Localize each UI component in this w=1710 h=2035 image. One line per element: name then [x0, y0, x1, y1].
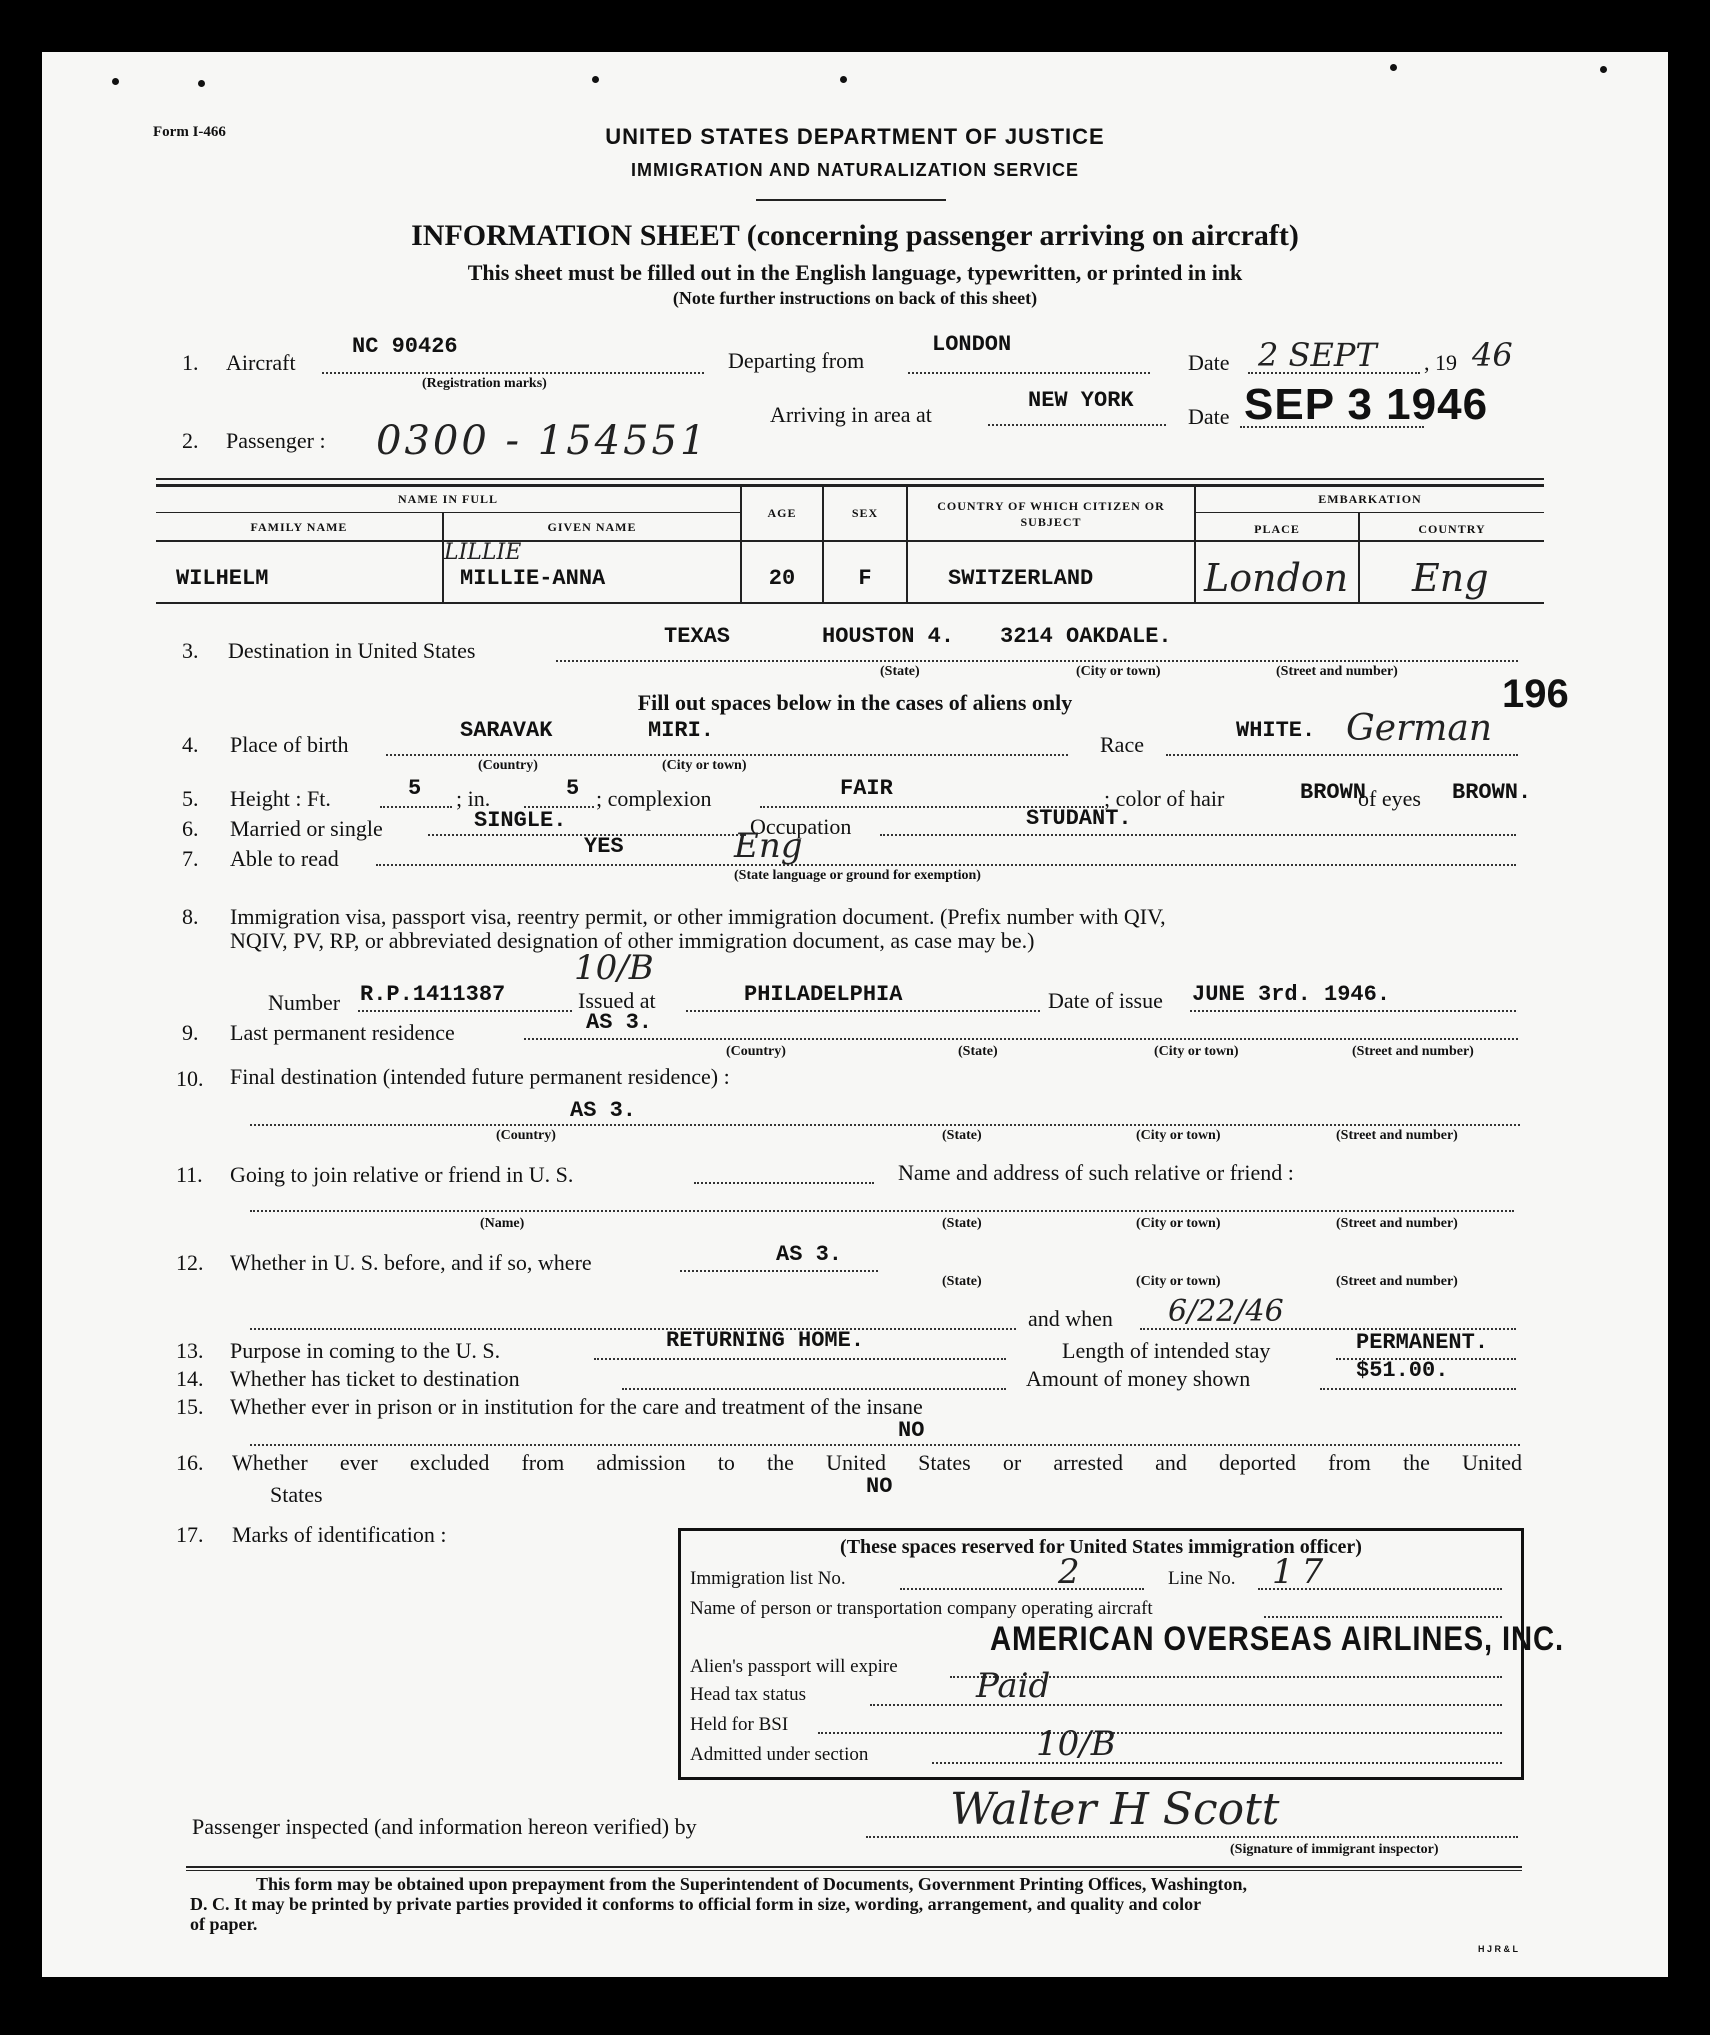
item-number: 12. — [176, 1250, 204, 1275]
footer-line-2: D. C. It may be printed by private parties provided it conforms to official form in size, wording, arrangement, and quality and color — [190, 1894, 1202, 1914]
sheet-subtitle: This sheet must be filled out in the English language, typewritten, or printed in ink — [467, 260, 1243, 285]
item-number: 13. — [176, 1338, 204, 1363]
excluded-label: Whether ever excluded from admission to the United States or arrested and deported from the United — [232, 1450, 1522, 1475]
state-caption: (State) — [880, 664, 920, 679]
arrival-date-label: Date — [1188, 404, 1230, 429]
ticket-line — [622, 1388, 1006, 1390]
item-number: 7. — [182, 846, 199, 871]
destination-city: HOUSTON 4. — [822, 624, 955, 649]
read-label: Able to read — [230, 846, 339, 871]
read-handwritten: Eng — [734, 826, 803, 866]
previous-visit-label: Whether in U. S. before, and if so, where — [230, 1250, 592, 1275]
table-rule — [156, 540, 1544, 542]
aliens-note: Fill out spaces below in the cases of aliens only — [637, 690, 1073, 715]
street-caption: (Street and number) — [1276, 664, 1398, 679]
race-line — [1166, 754, 1518, 756]
name-caption: (Name) — [480, 1216, 525, 1231]
height-label: Height : Ft. — [230, 786, 331, 811]
street-caption: (Street and number) — [1336, 1128, 1458, 1143]
inspection-label: Passenger inspected (and information hereon verified) by — [192, 1814, 697, 1839]
state-caption: (State) — [958, 1044, 998, 1059]
footer-line-1: This form may be obtained upon prepayment from the Superintendent of Documents, Government Printing Offices, Washington, — [256, 1874, 1248, 1894]
document-number-label: Number — [268, 990, 341, 1015]
city-caption: (City or town) — [1136, 1128, 1221, 1143]
table-rule — [1196, 512, 1544, 513]
identification-marks-label: Marks of identification : — [232, 1522, 447, 1547]
money-line — [1320, 1388, 1516, 1390]
date-label: Date — [1188, 350, 1230, 375]
item-number: 15. — [176, 1394, 204, 1419]
height-ft-value: 5 — [408, 776, 422, 801]
year-value: 46 — [1472, 336, 1513, 374]
department-title: UNITED STATES DEPARTMENT OF JUSTICE — [605, 124, 1105, 149]
aircraft-value: NC 90426 — [352, 334, 458, 359]
residence-line — [524, 1038, 1518, 1040]
officer-box-title: (These spaces reserved for United States immigration officer) — [840, 1536, 1362, 1558]
item-number: 1. — [182, 350, 199, 375]
when-label: and when — [1028, 1306, 1113, 1331]
item-number: 6. — [182, 816, 199, 841]
height-ft-line — [380, 806, 452, 808]
street-caption: (Street and number) — [1352, 1044, 1474, 1059]
line-number-label: Line No. — [1168, 1568, 1236, 1589]
previous-visit-line-2 — [250, 1328, 1016, 1330]
footer-line-3: of paper. — [190, 1914, 258, 1934]
document-handwritten: 10/B — [574, 948, 654, 988]
country-header: COUNTRY OF WHICH CITIZEN OR SUBJECT — [937, 499, 1165, 529]
aircraft-label: Aircraft — [226, 350, 296, 375]
immigration-list-line — [900, 1588, 1144, 1590]
issued-at-line — [686, 1010, 1040, 1012]
destination-line — [556, 660, 1518, 662]
prison-line — [250, 1444, 1520, 1446]
footer-rule — [186, 1866, 1522, 1868]
place-header: PLACE — [1254, 522, 1300, 536]
held-bsi-line — [818, 1732, 1502, 1734]
sex-value: F — [858, 566, 872, 591]
head-tax-line — [870, 1704, 1502, 1706]
age-value: 20 — [768, 566, 796, 591]
speck — [1600, 66, 1607, 73]
issue-date-label: Date of issue — [1048, 988, 1163, 1013]
service-title: IMMIGRATION AND NATURALIZATION SERVICE — [631, 160, 1079, 180]
issue-date-line — [1190, 1010, 1516, 1012]
previous-visit-value: AS 3. — [776, 1242, 843, 1267]
state-caption: (State) — [942, 1128, 982, 1143]
name-in-full-header: NAME IN FULL — [397, 492, 498, 506]
passenger-label: Passenger : — [226, 428, 326, 453]
complexion-label: ; complexion — [596, 786, 712, 811]
document-number-line — [358, 1010, 572, 1012]
prison-label: Whether ever in prison or in institution for the care and treatment of the insane — [230, 1394, 923, 1419]
sheet-title: INFORMATION SHEET (concerning passenger arriving on aircraft) — [411, 219, 1299, 252]
join-relative-line — [694, 1182, 874, 1184]
language-caption: (State language or ground for exemption) — [734, 868, 981, 883]
city-caption: (City or town) — [662, 758, 747, 773]
admitted-section-line — [932, 1762, 1502, 1764]
item-number: 9. — [182, 1020, 199, 1045]
speck — [1390, 64, 1397, 71]
footer-rule — [186, 1870, 1522, 1871]
issue-date-value: JUNE 3rd. 1946. — [1192, 982, 1391, 1007]
embarkation-place-value: London — [1204, 556, 1349, 600]
inspector-signature: Walter H Scott — [950, 1784, 1280, 1835]
registration-caption: (Registration marks) — [422, 376, 547, 391]
purpose-value: RETURNING HOME. — [666, 1328, 865, 1353]
admitted-section-value: 10/B — [1036, 1724, 1116, 1764]
residence-label: Last permanent residence — [230, 1020, 455, 1045]
age-header: AGE — [767, 506, 797, 520]
complexion-value: FAIR — [840, 776, 893, 801]
country-caption: (Country) — [478, 758, 538, 773]
country-caption: (Country) — [726, 1044, 786, 1059]
state-caption: (State) — [942, 1216, 982, 1231]
when-value: 6/22/46 — [1168, 1294, 1284, 1329]
race-value: WHITE. — [1236, 718, 1316, 743]
arriving-label: Arriving in area at — [770, 402, 932, 427]
prison-value: NO — [898, 1418, 925, 1443]
previous-visit-line — [680, 1270, 878, 1272]
marital-label: Married or single — [230, 816, 383, 841]
signature-caption: (Signature of immigrant inspector) — [1230, 1842, 1439, 1857]
family-name-header: FAMILY NAME — [250, 520, 348, 534]
street-caption: (Street and number) — [1336, 1216, 1458, 1231]
company-label: Name of person or transportation company operating aircraft — [690, 1598, 1153, 1619]
passport-expire-label: Alien's passport will expire — [690, 1656, 898, 1677]
item-number: 2. — [182, 428, 199, 453]
relative-address-line — [250, 1210, 1514, 1212]
stay-label: Length of intended stay — [1062, 1338, 1271, 1363]
city-caption: (City or town) — [1076, 664, 1161, 679]
country-caption: (Country) — [496, 1128, 556, 1143]
arrival-date-stamp: SEP 3 1946 — [1244, 380, 1489, 429]
item-number: 17. — [176, 1522, 204, 1547]
hair-value: BROWN — [1300, 780, 1367, 805]
speck — [592, 76, 599, 83]
birthplace-line — [386, 754, 1068, 756]
destination-state: TEXAS — [664, 624, 731, 649]
item-number: 14. — [176, 1366, 204, 1391]
document-number-value: R.P.1411387 — [360, 982, 506, 1007]
occupation-line — [880, 834, 1516, 836]
final-destination-value: AS 3. — [570, 1098, 637, 1123]
immigration-list-label: Immigration list No. — [690, 1568, 846, 1589]
departure-date: 2 SEPT — [1258, 336, 1377, 374]
read-line — [376, 864, 1516, 866]
family-name-value: WILHELM — [176, 566, 269, 591]
line-number-value: 17 — [1272, 1552, 1332, 1592]
item-number: 10. — [176, 1066, 204, 1091]
issued-at-value: PHILADELPHIA — [744, 982, 903, 1007]
final-destination-line — [250, 1124, 1520, 1126]
sex-header: SEX — [851, 506, 879, 520]
marital-value: SINGLE. — [474, 808, 567, 833]
year-prefix: , 19 — [1424, 350, 1457, 375]
document-text-1: Immigration visa, passport visa, reentry permit, or other immigration document. (Prefix number with QIV, — [230, 904, 1166, 929]
issued-at-label: Issued at — [578, 988, 656, 1013]
city-caption: (City or town) — [1136, 1216, 1221, 1231]
race-label: Race — [1100, 732, 1144, 757]
embarkation-country-value: Eng — [1412, 556, 1489, 600]
table-rule — [156, 484, 1544, 487]
company-line — [1264, 1616, 1502, 1618]
document-text-2: NQIV, PV, RP, or abbreviated designation of other immigration document, as case may be.) — [230, 928, 1035, 953]
immigration-list-value: 2 — [1058, 1552, 1080, 1592]
money-label: Amount of money shown — [1026, 1366, 1251, 1391]
height-in-label: ; in. — [456, 786, 491, 811]
departing-label: Departing from — [728, 348, 865, 373]
departing-value: LONDON — [932, 332, 1012, 357]
street-caption: (Street and number) — [1336, 1274, 1458, 1289]
destination-label: Destination in United States — [228, 638, 476, 663]
page-number: 196 — [1502, 672, 1569, 716]
occupation-label: Occupation — [750, 814, 852, 839]
aircraft-line — [322, 372, 704, 374]
departing-line — [908, 372, 1150, 374]
arriving-value: NEW YORK — [1028, 388, 1134, 413]
head-tax-value: Paid — [976, 1666, 1051, 1706]
given-name-header: GIVEN NAME — [547, 520, 637, 534]
birthplace-label: Place of birth — [230, 732, 349, 757]
eyes-label: of eyes — [1358, 786, 1421, 811]
company-stamp: AMERICAN OVERSEAS AIRLINES, INC. — [990, 1620, 1564, 1658]
item-number: 3. — [182, 638, 199, 663]
race-handwritten: German — [1346, 708, 1493, 749]
excluded-value: NO — [866, 1474, 893, 1499]
residence-value: AS 3. — [586, 1010, 653, 1035]
stay-value: PERMANENT. — [1356, 1330, 1489, 1355]
arriving-line — [988, 424, 1166, 426]
city-caption: (City or town) — [1154, 1044, 1239, 1059]
birth-country: SARAVAK — [460, 718, 553, 743]
passenger-number: 0300 - 154551 — [376, 418, 709, 464]
excluded-label-2: States — [270, 1482, 323, 1507]
sheet-note: (Note further instructions on back of this sheet) — [672, 288, 1038, 308]
given-name-correction: LILLIE — [444, 540, 522, 565]
table-rule — [156, 478, 1544, 480]
destination-street: 3214 OAKDALE. — [1000, 624, 1172, 649]
speck — [198, 80, 205, 87]
printer-code: H J R & L — [1478, 1944, 1519, 1954]
eyes-value: BROWN. — [1452, 780, 1532, 805]
final-destination-label: Final destination (intended future permanent residence) : — [230, 1064, 730, 1089]
occupation-value: STUDANT. — [1026, 806, 1132, 831]
join-relative-label: Going to join relative or friend in U. S. — [230, 1162, 574, 1187]
citizenship-value: SWITZERLAND — [948, 566, 1094, 591]
money-value: $51.00. — [1356, 1358, 1449, 1383]
read-value: YES — [584, 834, 624, 859]
item-number: 4. — [182, 732, 199, 757]
embarkation-header: EMBARKATION — [1318, 492, 1422, 506]
emb-country-header: COUNTRY — [1418, 522, 1486, 536]
given-name-value: MILLIE-ANNA — [460, 566, 606, 591]
item-number: 8. — [182, 904, 199, 929]
head-tax-label: Head tax status — [690, 1684, 807, 1705]
birth-city: MIRI. — [648, 718, 715, 743]
table-rule — [156, 602, 1544, 604]
table-rule — [156, 512, 740, 513]
state-caption: (State) — [942, 1274, 982, 1289]
item-number: 5. — [182, 786, 199, 811]
hair-label: ; color of hair — [1104, 786, 1225, 811]
relative-address-label: Name and address of such relative or friend : — [898, 1160, 1294, 1185]
speck — [112, 78, 119, 85]
item-number: 11. — [176, 1162, 203, 1187]
purpose-line — [594, 1358, 1006, 1360]
ticket-label: Whether has ticket to destination — [230, 1366, 520, 1391]
divider — [756, 199, 946, 201]
signature-line — [866, 1836, 1518, 1838]
height-in-value: 5 — [566, 776, 580, 801]
form-number: Form I-466 — [153, 124, 226, 140]
city-caption: (City or town) — [1136, 1274, 1221, 1289]
table-divider — [906, 484, 908, 602]
item-number: 16. — [176, 1450, 204, 1475]
held-bsi-label: Held for BSI — [690, 1714, 789, 1735]
speck — [840, 76, 847, 83]
admitted-section-label: Admitted under section — [690, 1744, 869, 1765]
purpose-label: Purpose in coming to the U. S. — [230, 1338, 501, 1363]
